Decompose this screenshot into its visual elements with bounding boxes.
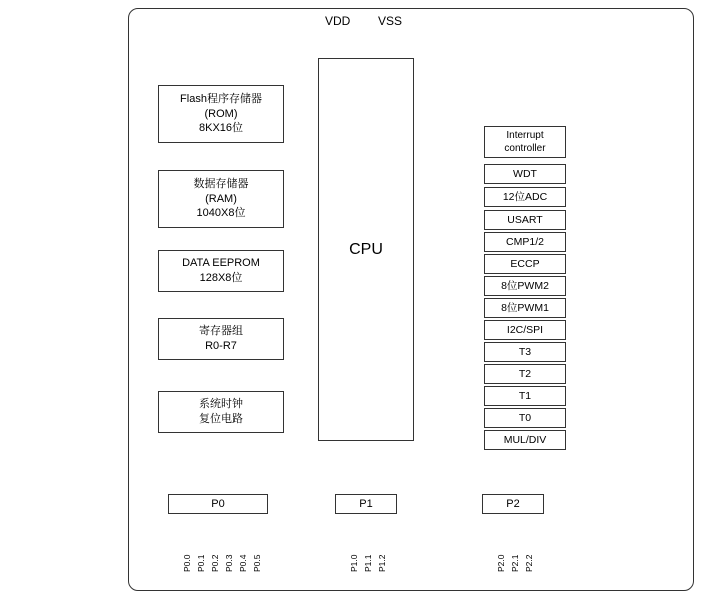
pwm2-label: 8位PWM2 [501,279,549,292]
usart-block [484,210,566,230]
muldiv-label: MUL/DIV [503,433,547,446]
t1-label: T1 [518,389,532,402]
ram-line2: (RAM) [205,192,237,205]
regfile-line1: 寄存器组 [199,325,243,338]
ram-block [158,170,284,228]
pin-label-p0-0: P0.0 [182,554,192,572]
clock-reset-block [158,391,284,433]
pwm2-block [484,276,566,296]
ram-line3: 1040X8位 [196,207,246,220]
eccp-block [484,254,566,274]
t2-label: T2 [518,367,532,380]
register-file-block [158,318,284,360]
data-eeprom-block [158,250,284,292]
interrupt-controller-block [484,126,566,158]
pin-label-p0-1: P0.1 [196,554,206,572]
pin-label-p2-1: P2.1 [510,554,520,572]
adc-label: 12位ADC [502,190,548,203]
port1-block [335,494,397,514]
pin-label-p2-2: P2.2 [524,554,534,572]
adc-block [484,187,566,207]
pin-label-p0-3: P0.3 [224,554,234,572]
timer2-block [484,364,566,384]
regfile-line2: R0-R7 [205,340,237,352]
pin-label-p0-4: P0.4 [238,554,248,572]
flash-rom-block [158,85,284,143]
eeprom-line2: 128X8位 [199,272,243,284]
port0-block [168,494,268,514]
pwm1-block [484,298,566,318]
wdt-label: WDT [513,167,537,180]
clock-line1: 系统时钟 [199,398,243,411]
flash-rom-line1: Flash程序存储器 [180,92,262,105]
ram-line1: 数据存储器 [193,177,249,190]
cpu-block [318,58,414,441]
eeprom-line1: DATA EEPROM [182,257,260,270]
flash-rom-line3: 8KX16位 [198,122,244,135]
vdd-label: VDD [325,14,351,28]
flash-rom-line2: (ROM) [204,107,238,120]
t3-label: T3 [518,345,532,358]
interrupt-line1: Interrupt [506,129,544,141]
timer1-block [484,386,566,406]
port0-label: P0 [211,497,225,510]
port1-label: P1 [359,497,373,510]
pin-label-p1-0: P1.0 [349,554,359,572]
usart-label: USART [507,213,543,226]
port2-block [482,494,544,514]
pin-label-p0-2: P0.2 [210,554,220,572]
i2c-spi-block [484,320,566,340]
i2c-spi-label: I2C/SPI [506,323,544,336]
t0-label: T0 [518,411,532,424]
timer0-block [484,408,566,428]
clock-line2: 复位电路 [199,413,243,425]
interrupt-line2: controller [504,143,546,154]
pin-label-p2-0: P2.0 [496,554,506,572]
vss-label: VSS [378,14,403,28]
eccp-label: ECCP [510,257,540,270]
pin-label-p1-2: P1.2 [377,554,387,572]
mul-div-block [484,430,566,450]
pwm1-label: 8位PWM1 [501,301,549,314]
timer3-block [484,342,566,362]
port2-label: P2 [506,497,520,510]
cmp-label: CMP1/2 [506,235,544,248]
wdt-block [484,164,566,184]
pin-label-p1-1: P1.1 [363,554,373,572]
comparator-block [484,232,566,252]
cpu-label: CPU [349,240,383,258]
pin-label-p0-5: P0.5 [252,554,262,572]
